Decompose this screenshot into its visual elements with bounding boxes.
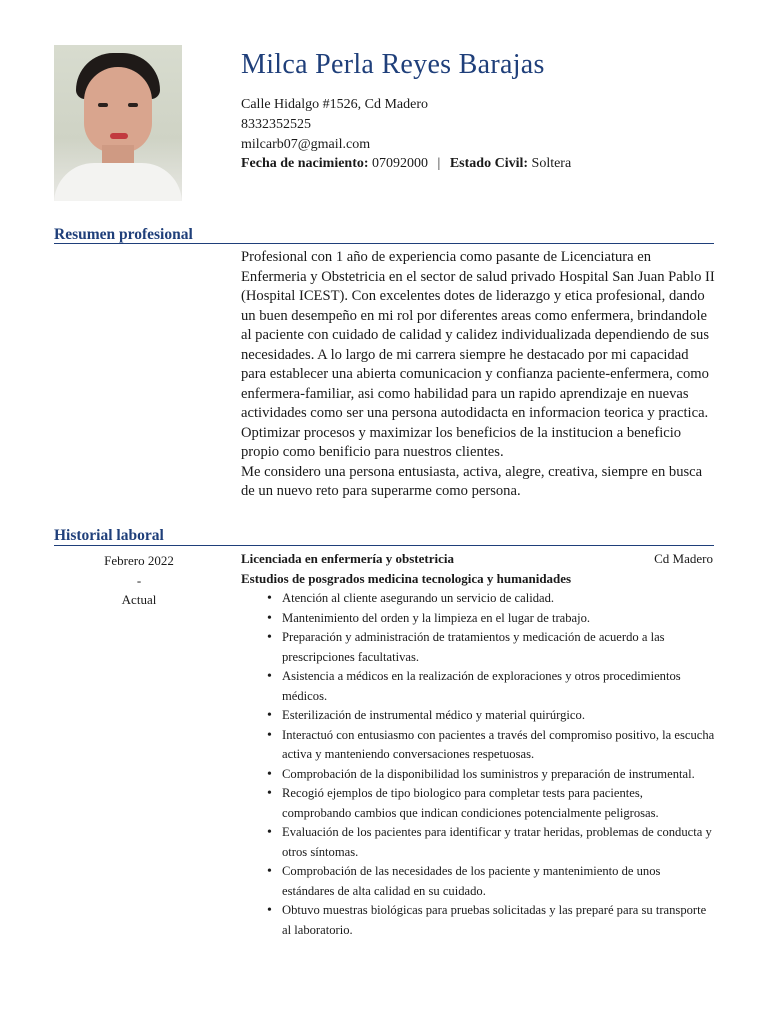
duty-item: • Preparación y administración de tratamientos y medicación de acuerdo a las prescripciones facultativas. [241,628,715,667]
history-divider [54,545,714,546]
profile-photo [54,45,182,201]
duty-item: • Atención al cliente asegurando un servicio de calidad. [241,589,715,609]
duty-item: • Asistencia a médicos en la realización de exploraciones y otros procedimientos médicos. [241,667,715,706]
job-title: Licenciada en enfermería y obstetricia [241,551,454,566]
address: Calle Hidalgo #1526, Cd Madero [241,97,429,112]
duty-item: • Esterilización de instrumental médico y material quirúrgico. [241,706,715,726]
summary-text [241,248,715,502]
separator: | [437,156,441,172]
job-location: Cd Madero [654,551,713,566]
candidate-name: Milca Perla Reyes Barajas [241,49,545,80]
contact-info [241,95,571,174]
duty-item: • Evaluación de los pacientes para identificar y tratar heridas, problemas de conducta y otros síntomas. [241,823,715,862]
civil-value: Soltera [531,156,572,172]
duty-list [241,589,715,940]
summary-heading: Resumen profesional [54,226,193,243]
duty-item: • Recogió ejemplos de tipo biologico para completar tests para pacientes, comprobando cambios que indican condiciones potencialmente peligrosas. [241,784,715,823]
civil-label: Estado Civil: [449,156,529,172]
duty-item: • Comprobación de la disponibilidad los suministros y preparación de instrumental. [241,765,715,785]
email: milcarb07@gmail.com [241,136,371,152]
phone: 8332352525 [241,116,311,132]
duty-item: • Comprobación de las necesidades de los paciente y mantenimiento de unos estándares de alta calidad en su cuidado. [241,862,715,901]
job-start-date: Febrero 2022 [104,553,174,568]
summary-paragraph: Profesional con 1 año de experiencia como pasante de Licenciatura en Enfermeria y Obstetricia en el sector de salud privado Hospital San Juan Pablo II (Hospital ICEST). Con excelentes dotes de liderazgo y etica profesional, dando un buen desempeño en mi rol por diferentes areas como enfermera, brindandole al paciente con cuidado de calidad y calidez individualizada dependiendo de sus necesidades. A lo largo de mi carrera siempre he destacado por mi capacidad para establecer una abierta comunicacion y confianza paciente-enfermera, como enfermera-familiar, asi como habilidad para un rapido aprendizaje en nuevas actividades como ser una persona autodidacta en informacion teorica y practica. Optimizar procesos y maximizar los beneficios de la institucion a beneficio propio como benificio para nuestros clientes. [241,249,715,460]
date-dash: - [136,572,142,588]
duty-item: • Obtuvo muestras biológicas para pruebas solicitadas y las preparé para su transporte al laboratorio. [241,901,715,940]
duty-item: • Interactuó con entusiasmo con pacientes a través del compromiso positivo, la escucha activa y manteniendo conversaciones respetuosas. [241,726,715,765]
birth-value: 07092000 [372,156,429,172]
personal-details [241,154,571,174]
duty-item: • Mantenimiento del orden y la limpieza en el lugar de trabajo. [241,609,715,629]
job-end-date: Actual [121,592,157,607]
birth-label: Fecha de nacimiento: [241,156,369,172]
job-dates [54,551,184,610]
history-heading: Historial laboral [54,527,164,544]
summary-paragraph: Me considero una persona entusiasta, activa, alegre, creativa, siempre en busca de un nuevo reto para superarme como persona. [241,463,703,499]
job-subtitle: Estudios de posgrados medicina tecnologica y humanidades [241,571,572,586]
summary-divider [54,243,714,244]
